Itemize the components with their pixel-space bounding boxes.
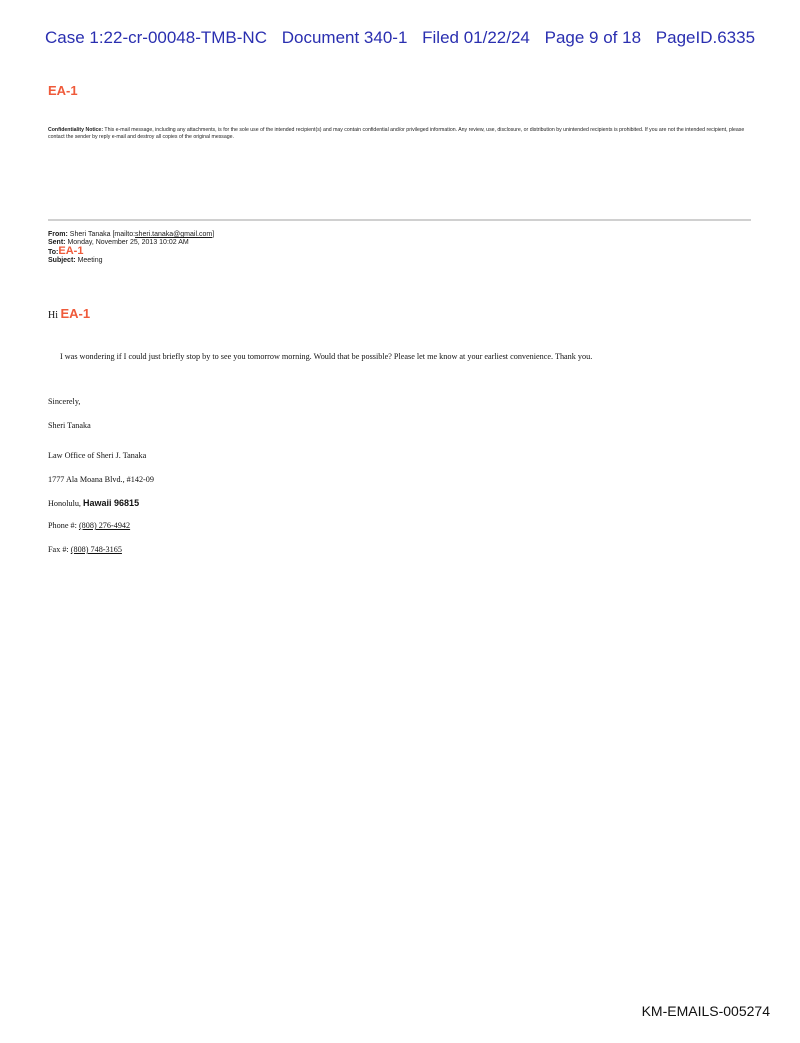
top-redaction-label: EA-1 [48, 83, 78, 98]
signature-city: Honolulu, [48, 499, 81, 508]
page-number: Page 9 of 18 [544, 28, 642, 47]
subject-value: Meeting [77, 257, 103, 264]
signature-phone-line [48, 521, 130, 530]
fax-label: Fax #: [48, 545, 69, 554]
signature-address: 1777 Ala Moana Blvd., #142-09 [48, 475, 154, 484]
phone-number[interactable]: (808) 276-4942 [78, 521, 131, 530]
confidentiality-text: This e-mail message, including any attachments, is for the sole use of the intended recipient(s) and may contain confidential and/or privileged information. Any review, use, disclosure, or distribution by unintended recipients is prohibited. If you are not the intended recipient, please contact the sender by reply e-mail and destroy all copies of the original message. [48, 127, 745, 140]
from-name: Sheri Tanaka [mailto: [69, 231, 136, 238]
fax-number[interactable]: (808) 748-3165 [70, 545, 122, 554]
subject-row [48, 257, 214, 265]
filed-date: Filed 01/22/24 [422, 28, 530, 47]
document-number: Document 340-1 [281, 28, 408, 47]
from-email-link[interactable]: sheri.tanaka@gmail.com [135, 231, 213, 238]
signature-office: Law Office of Sheri J. Tanaka [48, 451, 147, 460]
signature-fax-line [48, 545, 122, 554]
signature-city-line [48, 498, 139, 508]
greeting [48, 306, 90, 321]
email-divider [48, 219, 751, 221]
greeting-redaction: EA-1 [60, 306, 91, 321]
signature-closing: Sincerely, [48, 397, 81, 406]
to-redaction: EA-1 [58, 245, 84, 257]
to-row [48, 247, 214, 257]
sent-label: Sent: [48, 239, 66, 246]
court-filing-header [0, 28, 800, 48]
case-number: Case 1:22-cr-00048-TMB-NC [44, 28, 267, 47]
confidentiality-label: Confidentiality Notice: [48, 127, 104, 133]
greeting-hi: Hi [48, 310, 58, 321]
sent-value: Monday, November 25, 2013 10:02 AM [67, 239, 189, 246]
to-label: To: [48, 249, 59, 256]
phone-label: Phone #: [48, 521, 77, 530]
signature-name: Sheri Tanaka [48, 421, 91, 430]
from-close: ] [212, 231, 215, 238]
email-headers [48, 231, 214, 265]
subject-label: Subject: [48, 257, 76, 264]
signature-state-zip: Hawaii 96815 [83, 498, 140, 508]
bates-number: KM-EMAILS-005274 [641, 1003, 770, 1019]
email-body: I was wondering if I could just briefly stop by to see you tomorrow morning. Would that be possible? Please let me know at your earliest convenience. Thank you. [60, 352, 593, 361]
confidentiality-notice [48, 127, 748, 141]
page-id: PageID.6335 [655, 28, 756, 47]
from-label: From: [48, 231, 68, 238]
from-row [48, 231, 214, 239]
